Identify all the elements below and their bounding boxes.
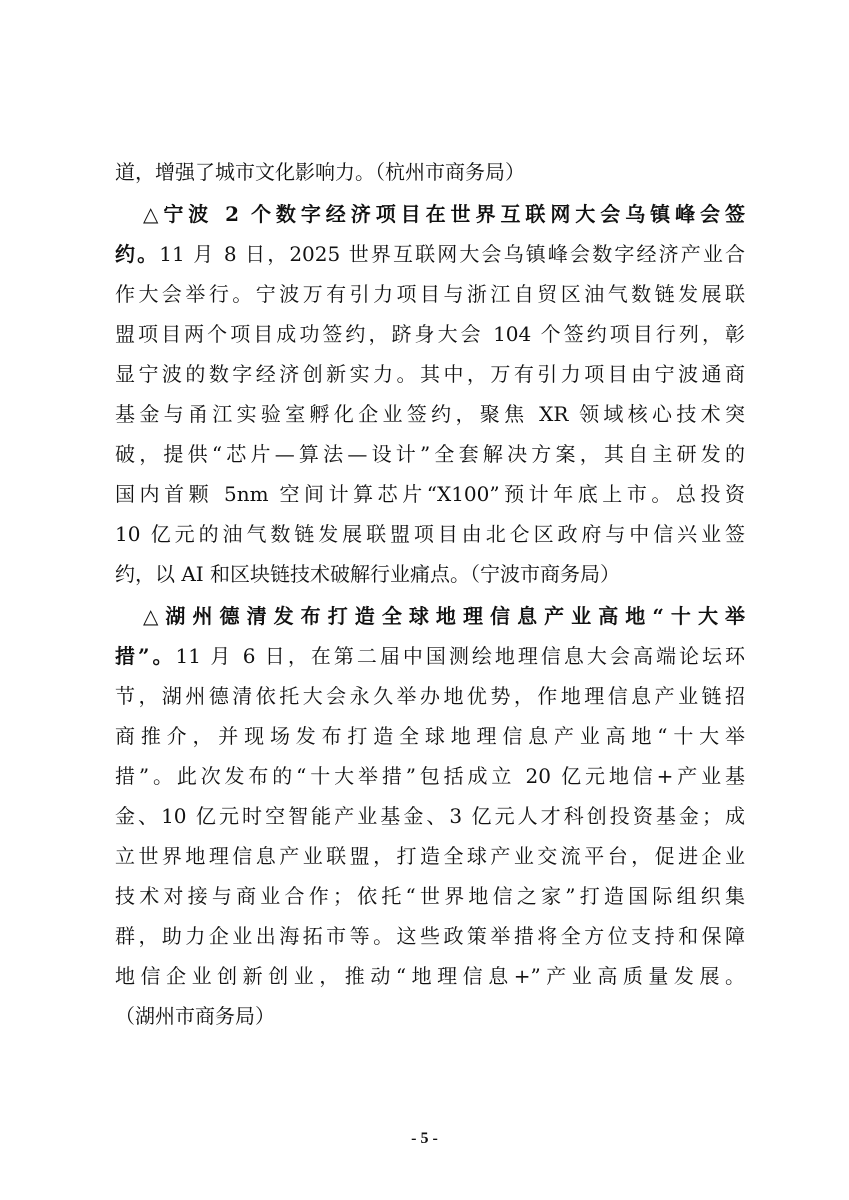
paragraph-line: 作大会举行。宁波万有引力项目与浙江自贸区油气数链发展联 bbox=[115, 282, 745, 306]
page-number: - 5 - bbox=[411, 1130, 438, 1147]
paragraph-line: 地信企业创新创业，推动“地理信息+”产业高质量发展。 bbox=[115, 964, 745, 988]
paragraph-line: 约，以 AI 和区块链技术破解行业痛点。（宁波市商务局） bbox=[115, 562, 621, 586]
body-text: 11 月 6 日，在第二届中国测绘地理信息大会高端论坛环 bbox=[175, 644, 745, 668]
article-heading-huzhou bbox=[143, 597, 745, 635]
body-text: 11 月 8 日，2025 世界互联网大会乌镇峰会数字经济产业合 bbox=[159, 242, 745, 266]
paragraph-line: 盟项目两个项目成功签约，跻身大会 104 个签约项目行列，彰 bbox=[115, 322, 745, 346]
paragraph-line: 破，提供“芯片—算法—设计”全套解决方案，其自主研发的 bbox=[115, 442, 745, 466]
paragraph-line: 显宁波的数字经济创新实力。其中，万有引力项目由宁波通商 bbox=[115, 362, 745, 386]
paragraph-line: 国内首颗 5nm 空间计算芯片“X100”预计年底上市。总投资 bbox=[115, 482, 745, 506]
article-heading-ningbo bbox=[143, 195, 745, 233]
paragraph-line: 道，增强了城市文化影响力。（杭州市商务局） bbox=[115, 160, 525, 184]
paragraph-line: 技术对接与商业合作；依托“世界地信之家”打造国际组织集 bbox=[115, 884, 745, 908]
heading-text: △湖州德清发布打造全球地理信息产业高地“十大举 bbox=[143, 604, 745, 628]
paragraph-line: 金、10 亿元时空智能产业基金、3 亿元人才科创投资基金；成 bbox=[115, 804, 745, 828]
paragraph-line bbox=[115, 637, 745, 675]
paragraph-line: 10 亿元的油气数链发展联盟项目由北仑区政府与中信兴业签 bbox=[115, 522, 745, 546]
heading-text-end: 措”。 bbox=[115, 644, 176, 668]
paragraph-line: 群，助力企业出海拓市等。这些政策举措将全方位支持和保障 bbox=[115, 924, 745, 948]
paragraph-line: 节，湖州德清依托大会永久举办地优势，作地理信息产业链招 bbox=[115, 684, 745, 708]
paragraph-line bbox=[115, 235, 745, 273]
paragraph-line: 措”。此次发布的“十大举措”包括成立 20 亿元地信+产业基 bbox=[115, 764, 745, 788]
paragraph-line: 立世界地理信息产业联盟，打造全球产业交流平台，促进企业 bbox=[115, 844, 745, 868]
paragraph-line: 基金与甬江实验室孵化企业签约，聚焦 XR 领域核心技术突 bbox=[115, 402, 745, 426]
paragraph-line: （湖州市商务局） bbox=[115, 1004, 275, 1028]
paragraph-line: 商推介，并现场发布打造全球地理信息产业高地“十大举 bbox=[115, 724, 745, 748]
heading-text: △宁波 2 个数字经济项目在世界互联网大会乌镇峰会签 bbox=[143, 202, 745, 226]
heading-text-end: 约。 bbox=[115, 242, 160, 266]
